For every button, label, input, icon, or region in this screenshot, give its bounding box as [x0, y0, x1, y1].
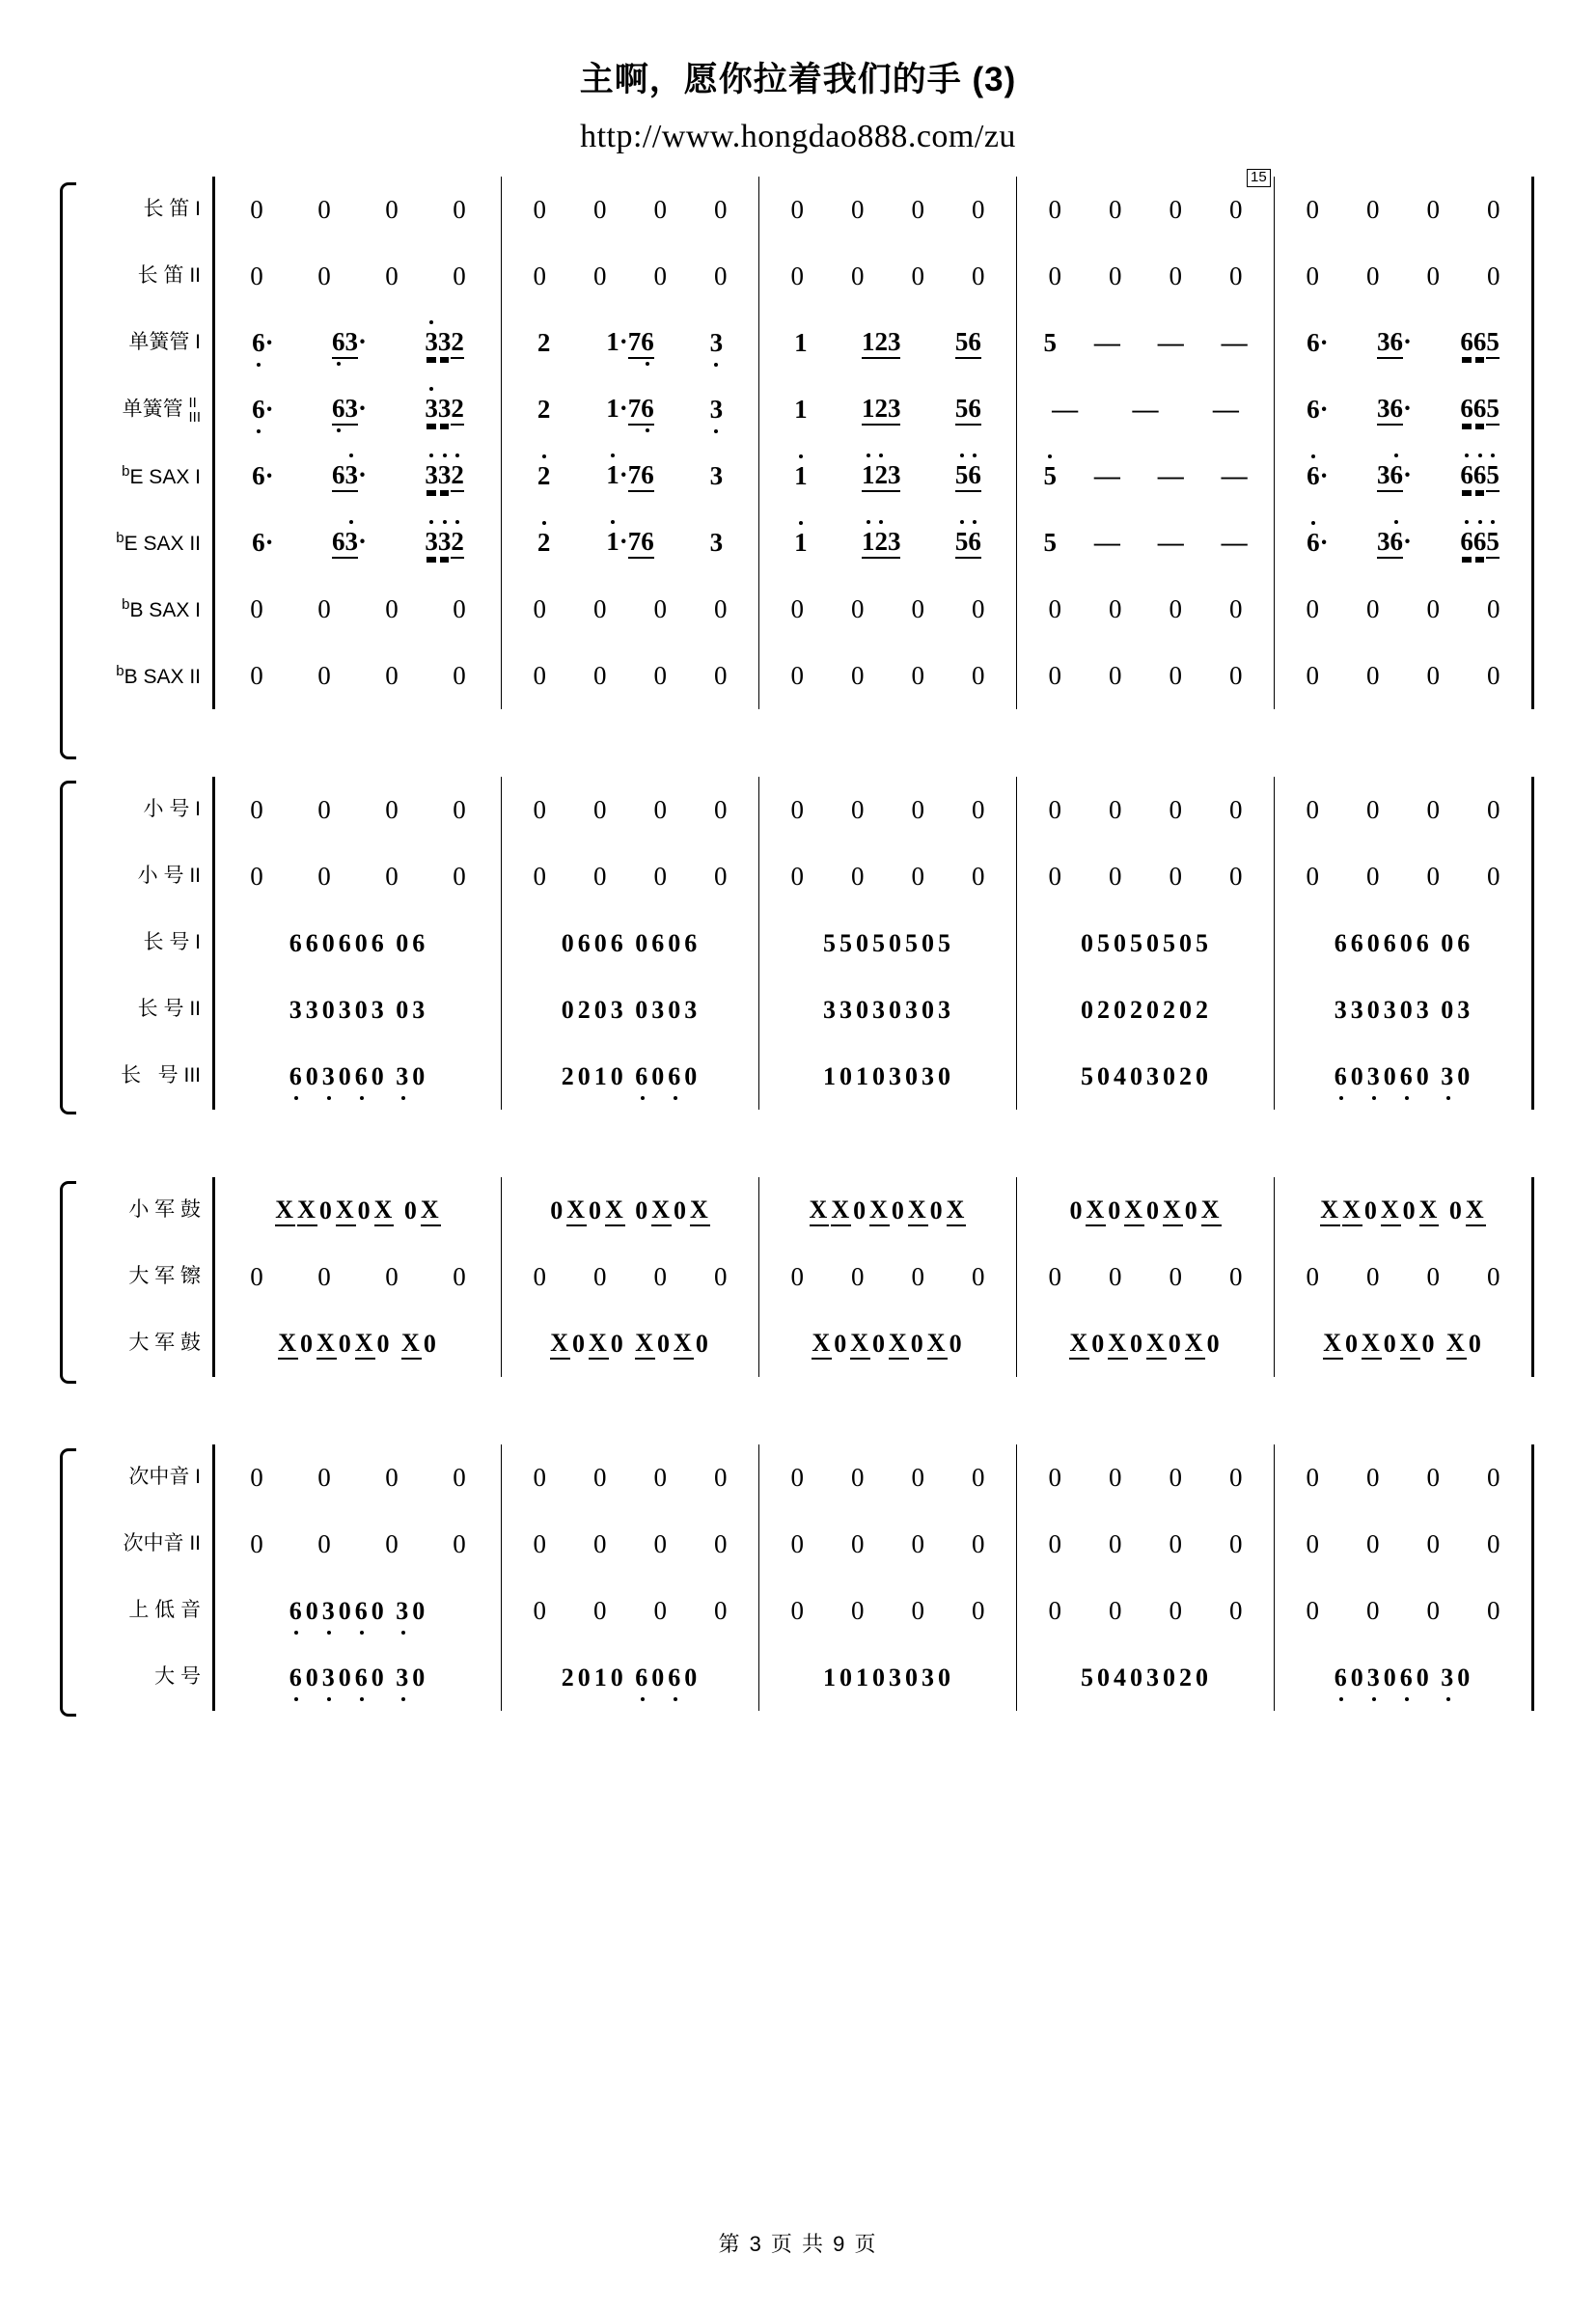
measures	[212, 1177, 1534, 1244]
measure: 1 123 56	[759, 376, 1017, 443]
measure: 0 0 0 0	[502, 1511, 759, 1578]
measure: 6 6 0 6 0 6 0 6	[215, 910, 502, 976]
stave-snare-drum	[68, 1177, 1534, 1244]
stave-clarinet-1	[68, 310, 1534, 376]
measure: — — —	[1017, 376, 1275, 443]
measure: X 0 X 0 X 0 X 0	[502, 1310, 759, 1377]
measure: 6 0 3 0 6 0 3 0	[1334, 1663, 1472, 1691]
measures	[212, 643, 1534, 709]
measure: 0 0 0 0	[502, 177, 759, 243]
stave-label: 长 笛 II	[137, 264, 201, 288]
measure: 0 0 0 0	[1306, 862, 1500, 891]
stave-eb-sax-1	[68, 443, 1534, 509]
measure: 0 0 0 0	[1017, 1444, 1275, 1511]
measures	[212, 509, 1534, 576]
stave-label: 长 笛 I	[143, 198, 201, 221]
stave-label: 大 军 鼓	[128, 1332, 201, 1355]
group-spacer	[68, 1377, 1534, 1444]
stave-label: $^b$B SAX II	[116, 662, 201, 688]
measure: 0 0 0 0	[502, 777, 759, 843]
stave-tuba	[68, 1644, 1534, 1711]
stave-label: 长 号 I	[143, 931, 201, 954]
measure: 1 123 56	[759, 310, 1017, 376]
measure: 3 3 0 3 0 3 0 3	[1334, 995, 1472, 1024]
measure: 1 123 56	[759, 443, 1017, 509]
measure: 0 0 0 0	[215, 1244, 502, 1310]
stave-trombone-1	[68, 910, 1534, 976]
stave-flute-2	[68, 243, 1534, 310]
measure: 6· 36· 665	[1307, 394, 1500, 424]
measures	[212, 1310, 1534, 1377]
stave-trumpet-1	[68, 777, 1534, 843]
measures	[212, 177, 1534, 243]
measures	[212, 976, 1534, 1043]
measure: 2 1·76 3	[502, 509, 759, 576]
measure: 0 0 0 0	[502, 1578, 759, 1644]
measure: 5 — — —	[1017, 509, 1275, 576]
measure: 6 6 0 6 0 6 0 6	[1334, 928, 1472, 957]
measure: 0 0 0 0	[759, 843, 1017, 910]
measure: 0 0 0 0	[1306, 661, 1500, 690]
stave-label: $^b$E SAX II	[116, 529, 201, 555]
measure: 0 0 0 0	[502, 843, 759, 910]
stave-tenor-horn-1	[68, 1444, 1534, 1511]
measures	[212, 843, 1534, 910]
stave-bb-sax-2	[68, 643, 1534, 709]
measure: 6 0 3 0 6 0 3 0	[215, 1578, 502, 1644]
measure: 0 0 0 0	[215, 777, 502, 843]
measure: 0 0 0 0	[759, 777, 1017, 843]
group-spacer	[68, 1110, 1534, 1177]
stave-trombone-2	[68, 976, 1534, 1043]
stave-label: 单簧管 I	[128, 331, 201, 354]
measure: 0 0 0 0	[759, 576, 1017, 643]
measure: 0 5 0 5 0 5 0 5	[1017, 910, 1275, 976]
measure: 0 0 0 0	[502, 1444, 759, 1511]
measures	[212, 1244, 1534, 1310]
measure: 0 0 0 0	[1306, 795, 1500, 824]
measure: 0 0 0 0	[502, 576, 759, 643]
measures	[212, 1511, 1534, 1578]
stave-trombone-3	[68, 1043, 1534, 1110]
stave-baritone	[68, 1578, 1534, 1644]
stave-label: 上 低 音	[128, 1599, 201, 1622]
measure: 6 0 3 0 6 0 3 0	[1334, 1061, 1472, 1090]
stave-eb-sax-2	[68, 509, 1534, 576]
measure: 0 6 0 6 0 6 0 6	[502, 910, 759, 976]
stave-bass-drum	[68, 1310, 1534, 1377]
stave-bb-sax-1	[68, 576, 1534, 643]
measure: 0 0 0 0	[1017, 1244, 1275, 1310]
stave-label: 小 号 II	[137, 865, 201, 888]
measure: 0 0 0 0	[1017, 177, 1275, 243]
measure: 1 0 1 0 3 0 3 0	[759, 1043, 1017, 1110]
measure: 0 0 0 0	[1017, 576, 1275, 643]
measure: 1 123 56	[759, 509, 1017, 576]
page-footer: 第 3 页 共 9 页	[718, 2232, 878, 2256]
measure: 6· 63· 332	[215, 310, 502, 376]
measures	[212, 310, 1534, 376]
measure: 0 0 0 0	[759, 1444, 1017, 1511]
source-url: http://www.hongdao888.com/zu	[580, 119, 1016, 154]
measure: 0 0 0 0	[1306, 195, 1500, 224]
measure: 0 0 0 0	[1306, 1529, 1500, 1558]
stave-label: 长 号 II	[137, 998, 201, 1021]
measure: 0 0 0 0	[759, 643, 1017, 709]
measure: 0 0 0 0	[1306, 1463, 1500, 1492]
stave-label: 次中音 II	[123, 1532, 201, 1555]
measure: X 0 X 0 X 0 X 0	[1017, 1310, 1275, 1377]
stave-clarinet-2-3	[68, 376, 1534, 443]
measures	[212, 910, 1534, 976]
measure: 2 1·76 3	[502, 310, 759, 376]
measure: 2 1·76 3	[502, 376, 759, 443]
measures	[212, 443, 1534, 509]
measure: 6· 63· 332	[215, 509, 502, 576]
measure: 0 X 0 X 0 X 0 X	[1017, 1177, 1275, 1244]
stave-label: $^b$E SAX I	[122, 462, 201, 488]
stave-label: 次中音 I	[128, 1466, 201, 1489]
measure: 6 0 3 0 6 0 3 0	[215, 1043, 502, 1110]
measure: 3 3 0 3 0 3 0 3	[759, 976, 1017, 1043]
measures	[212, 777, 1534, 843]
low-brass-group	[68, 1444, 1534, 1711]
stave-cymbals	[68, 1244, 1534, 1310]
measure: 0 0 0 0	[1306, 594, 1500, 623]
measure: 2 0 1 0 6 0 6 0	[502, 1043, 759, 1110]
measure: 6· 36· 665	[1307, 527, 1500, 557]
measure: 0 0 0 0	[215, 1511, 502, 1578]
measure: 0 0 0 0	[215, 1444, 502, 1511]
measure: 6· 36· 665	[1307, 327, 1500, 357]
stave-trumpet-2	[68, 843, 1534, 910]
measures	[212, 1644, 1534, 1711]
measure: X 0 X 0 X 0 X 0	[759, 1310, 1017, 1377]
measure: 0 X 0 X 0 X 0 X	[502, 1177, 759, 1244]
measure: 0 0 0 0	[1017, 643, 1275, 709]
stave-label: 单簧管 II III	[122, 394, 201, 426]
measure: 6 0 3 0 6 0 3 0	[215, 1644, 502, 1711]
measure: 1 0 1 0 3 0 3 0	[759, 1644, 1017, 1711]
stave-label: 大 号	[154, 1665, 201, 1689]
measure: 0 0 0 0	[502, 1244, 759, 1310]
measure: 0 0 0 0	[759, 177, 1017, 243]
measures	[212, 1043, 1534, 1110]
brass-group	[68, 777, 1534, 1110]
measure: 0 0 0 0	[215, 243, 502, 310]
measure: 5 0 4 0 3 0 2 0	[1017, 1644, 1275, 1711]
measure: 6· 63· 332	[215, 376, 502, 443]
measure: 0 0 0 0	[1306, 261, 1500, 290]
group-spacer	[68, 709, 1534, 777]
measure: 0 2 0 2 0 2 0 2	[1017, 976, 1275, 1043]
stave-flute-1	[68, 177, 1534, 243]
measure: 0 0 0 0	[1017, 243, 1275, 310]
score	[68, 169, 1534, 1711]
measure: 0 0 0 0	[759, 1244, 1017, 1310]
measure: 2 0 1 0 6 0 6 0	[502, 1644, 759, 1711]
stave-label: 大 军 镲	[128, 1265, 201, 1288]
measure: 6· 63· 332	[215, 443, 502, 509]
stave-label: 小 军 鼓	[128, 1198, 201, 1222]
measure: 6· 36· 665	[1307, 460, 1500, 490]
measure: 0 0 0 0	[1017, 1511, 1275, 1578]
measure: 5 — — —	[1017, 443, 1275, 509]
measure: 0 0 0 0	[215, 177, 502, 243]
measure: 0 0 0 0	[215, 576, 502, 643]
measure: 5 5 0 5 0 5 0 5	[759, 910, 1017, 976]
measure: 2 1·76 3	[502, 443, 759, 509]
measure: 0 2 0 3 0 3 0 3	[502, 976, 759, 1043]
page-title: 主啊，愿你拉着我们的手 (3)	[579, 61, 1017, 98]
sheet-music-page	[0, 53, 1596, 2310]
measure: 0 0 0 0	[502, 643, 759, 709]
measure: 0 0 0 0	[502, 243, 759, 310]
measures	[212, 1578, 1534, 1644]
measure: 0 0 0 0	[215, 843, 502, 910]
measures	[212, 243, 1534, 310]
measure: X 0 X 0 X 0 X 0	[215, 1310, 502, 1377]
stave-label: 长 号 III	[121, 1064, 201, 1087]
percussion-group	[68, 1177, 1534, 1377]
measure: 5 0 4 0 3 0 2 0	[1017, 1043, 1275, 1110]
measure: 3 3 0 3 0 3 0 3	[215, 976, 502, 1043]
measure: X 0 X 0 X 0 X 0	[1323, 1328, 1483, 1358]
measure: 0 0 0 0	[1017, 1578, 1275, 1644]
measures	[212, 1444, 1534, 1511]
measure: 0 0 0 0	[759, 1578, 1017, 1644]
measures	[212, 376, 1534, 443]
stave-label: $^b$B SAX I	[122, 595, 201, 621]
measure: 0 0 0 0	[1306, 1596, 1500, 1625]
measure: 0 0 0 0	[759, 1511, 1017, 1578]
rehearsal-mark: 15	[1247, 169, 1271, 187]
measure: X X 0 X 0 X 0 X	[215, 1177, 502, 1244]
measure: X X 0 X 0 X 0 X	[1320, 1195, 1486, 1224]
measure: 0 0 0 0	[759, 243, 1017, 310]
measure: 0 0 0 0	[1017, 777, 1275, 843]
woodwind-group	[68, 177, 1534, 709]
measure: X X 0 X 0 X 0 X	[759, 1177, 1017, 1244]
measure: 0 0 0 0	[1017, 843, 1275, 910]
measure: 0 0 0 0	[1306, 1262, 1500, 1291]
measure: 0 0 0 0	[215, 643, 502, 709]
measure: 5 — — —	[1017, 310, 1275, 376]
stave-tenor-horn-2	[68, 1511, 1534, 1578]
stave-label: 小 号 I	[143, 798, 201, 821]
measures	[212, 576, 1534, 643]
